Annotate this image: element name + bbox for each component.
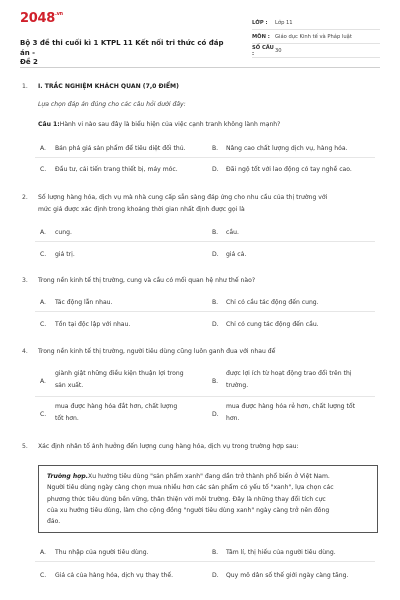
option-letter: B.: [212, 145, 219, 152]
option-letter: B.: [212, 378, 219, 385]
title-line-1: Bộ 3 đề thi cuối kì 1 KTPL 11 Kết nối tri thức có đáp án -: [20, 39, 224, 57]
option-letter: A.: [40, 549, 46, 556]
question-1-text: Hành vi nào sau đây là biểu hiện của việc cạnh tranh không lành mạnh?: [59, 121, 281, 128]
option-letter: C.: [40, 411, 47, 418]
case-study-box: [38, 465, 378, 533]
question-5-stem: Xác định nhân tố ảnh hưởng đến lượng cung hàng hóa, dịch vụ trong trường hợp sau:: [38, 443, 299, 450]
option-text[interactable]: Đầu tư, cải tiến trang thiết bị, máy móc.: [55, 166, 178, 173]
option-separator: [35, 561, 375, 562]
option-text[interactable]: Tồn tại độc lập với nhau.: [55, 321, 131, 328]
case-line-5: đảo.: [47, 518, 61, 526]
logo-text: 2048: [20, 11, 55, 26]
option-letter: D.: [212, 411, 219, 418]
option-letter: B.: [212, 229, 219, 236]
question-4-stem: Trong nền kinh tế thị trường, người tiêu dùng cũng luôn ganh đua với nhau để: [38, 348, 276, 355]
option-letter: C.: [40, 572, 47, 579]
question-2-stem-line-1: Số lượng hàng hóa, dịch vụ mà nhà cung cấp sẵn sàng đáp ứng cho nhu cầu của thị trường với: [38, 194, 328, 201]
meta-count-label: SỐ CÂU :: [252, 44, 274, 57]
option-letter: A.: [40, 299, 46, 306]
option-letter: B.: [212, 549, 219, 556]
option-text[interactable]: hơn.: [226, 415, 240, 422]
meta-class-label: LỚP :: [252, 19, 268, 26]
question-2-stem-line-2: mức giá được xác định trong khoảng thời gian nhất định được gọi là: [38, 206, 245, 213]
title-line-2: Đề 2: [20, 58, 38, 66]
option-text[interactable]: giá trị.: [55, 251, 75, 258]
case-line-4: của xu hướng tiêu dùng, làm cho cộng đồng "người tiêu dùng xanh" ngày càng trở nên đông: [47, 506, 330, 514]
case-label: Trường hợp.: [47, 473, 89, 480]
option-separator: [35, 157, 375, 158]
meta-count-value: 30: [275, 47, 282, 54]
option-text[interactable]: Tâm lí, thị hiếu của người tiêu dùng.: [226, 549, 336, 556]
option-letter: C.: [40, 251, 47, 258]
option-letter: A.: [40, 378, 46, 385]
section-instruction: Lựa chọn đáp án đúng cho các câu hỏi dưới đây:: [38, 101, 186, 108]
option-text[interactable]: được lợi ích từ hoạt động trao đổi trên thị: [226, 370, 352, 377]
option-text[interactable]: cầu.: [226, 229, 239, 236]
option-text[interactable]: tốt hơn.: [55, 415, 79, 422]
question-1-label: Câu 1:: [38, 121, 60, 128]
option-separator: [35, 311, 375, 312]
option-text[interactable]: giá cả.: [226, 251, 247, 258]
header-divider: [20, 67, 380, 68]
meta-class-row: [252, 16, 380, 30]
case-text: Xu hướng tiêu dùng "sản phẩm xanh" đang dần trở thành phổ biến ở Việt Nam.: [88, 473, 330, 480]
option-letter: B.: [212, 299, 219, 306]
option-text[interactable]: trường.: [226, 382, 249, 389]
option-text[interactable]: sản xuất.: [55, 382, 84, 389]
meta-class-value: Lớp 11: [275, 19, 293, 26]
option-separator: [35, 396, 375, 397]
meta-count-row: [252, 44, 380, 58]
option-text[interactable]: mua được hàng hóa rẻ hơn, chất lượng tốt: [226, 403, 355, 410]
option-separator: [35, 241, 375, 242]
question-number: 5.: [22, 443, 28, 450]
option-letter: D.: [212, 572, 219, 579]
option-letter: D.: [212, 321, 219, 328]
option-letter: C.: [40, 166, 47, 173]
option-text[interactable]: Tác động lẫn nhau.: [55, 299, 113, 306]
option-letter: A.: [40, 145, 46, 152]
case-line-2: Người tiêu dùng ngày càng chọn mua nhiều hơn các sản phẩm có yếu tố "xanh", lựa chọn các: [47, 484, 334, 492]
site-logo[interactable]: [20, 11, 63, 26]
option-text[interactable]: Chỉ có cầu tác động đến cung.: [226, 299, 319, 306]
meta-subject-label: MÔN :: [252, 33, 270, 40]
section-title: I. TRẮC NGHIỆM KHÁCH QUAN (7,0 ĐIỂM): [38, 83, 179, 90]
question-3-stem: Trong nền kinh tế thị trường, cung và cầu có mối quan hệ như thế nào?: [38, 277, 256, 284]
document-title: [20, 39, 235, 68]
option-letter: A.: [40, 229, 46, 236]
question-number: 3.: [22, 277, 28, 284]
option-text[interactable]: Nâng cao chất lượng dịch vụ, hàng hóa.: [226, 145, 348, 152]
meta-subject-row: [252, 30, 380, 44]
logo-suffix: .vn: [54, 11, 63, 17]
option-text[interactable]: Đãi ngộ tốt với lao động có tay nghề cao.: [226, 166, 352, 173]
option-text[interactable]: giành giật những điều kiện thuận lợi trong: [55, 370, 184, 377]
option-text[interactable]: cung.: [55, 229, 72, 236]
question-number: 4.: [22, 348, 28, 355]
option-text[interactable]: Chỉ có cung tác động đến cầu.: [226, 321, 319, 328]
case-line-3: phương thức tiêu dùng bền vững, thân thiện với môi trường. Đây là những thay đổi tích cực: [47, 495, 326, 503]
document-meta: [252, 16, 380, 58]
question-number: 2.: [22, 194, 28, 201]
option-text[interactable]: Bán phá giá sản phẩm để tiêu diệt đối thủ.: [55, 145, 186, 152]
option-letter: D.: [212, 251, 219, 258]
option-letter: C.: [40, 321, 47, 328]
option-letter: D.: [212, 166, 219, 173]
document-header: [20, 10, 380, 66]
question-1-stem: [38, 121, 280, 128]
meta-subject-value: Giáo dục Kinh tế và Pháp luật: [275, 33, 352, 40]
option-text[interactable]: Quy mô dân số thế giới ngày càng tăng.: [226, 572, 349, 579]
case-line-1: [47, 471, 369, 482]
question-number: 1.: [22, 83, 28, 90]
option-text[interactable]: Thu nhập của người tiêu dùng.: [55, 549, 149, 556]
option-text[interactable]: Giá cả của hàng hóa, dịch vụ thay thế.: [55, 572, 174, 579]
option-text[interactable]: mua được hàng hóa đắt hơn, chất lượng: [55, 403, 178, 410]
